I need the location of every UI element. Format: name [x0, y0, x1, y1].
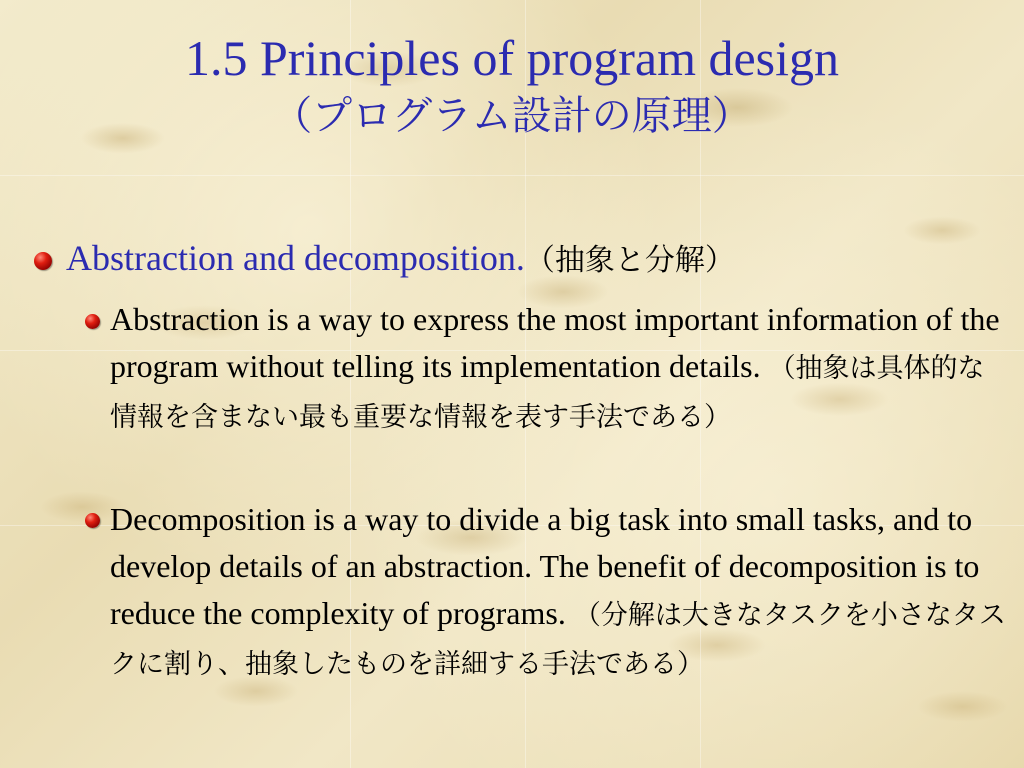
- subbullet-abstraction-japanese: （抽象は具体的な情報を含まない最も重要な情報を表す手法である）: [110, 353, 985, 433]
- subbullet-decomposition-japanese: （分解は大きなタスクを小さなタスクに割り、抽象したものを詳細する手法である）: [110, 600, 1006, 680]
- subbullet-abstraction-english: Abstraction is a way to express the most important information of the program without telling its implementation details.: [110, 301, 1000, 384]
- bullet-icon: [34, 252, 52, 270]
- subbullet-decomposition-english: Decomposition is a way to divide a big task into small tasks, and to develop details of an abstraction. The benefit of decomposition is to reduce the complexity of programs.: [110, 501, 980, 631]
- bullet-icon: [85, 314, 100, 329]
- subbullet-abstraction: [110, 296, 1010, 441]
- subbullet-decomposition: [110, 496, 1010, 688]
- texture-seam: [0, 175, 1024, 176]
- slide-title-japanese: （プログラム設計の原理）: [272, 93, 752, 139]
- slide-title-english: 1.5 Principles of program design: [184, 30, 840, 86]
- bullet-icon: [85, 513, 100, 528]
- bullet-abstraction-decomposition: [66, 232, 1006, 287]
- slide-title: [0, 30, 1024, 146]
- bullet-heading-english: Abstraction and decomposition.: [66, 238, 525, 278]
- bullet-heading-japanese: （抽象と分解）: [524, 243, 735, 278]
